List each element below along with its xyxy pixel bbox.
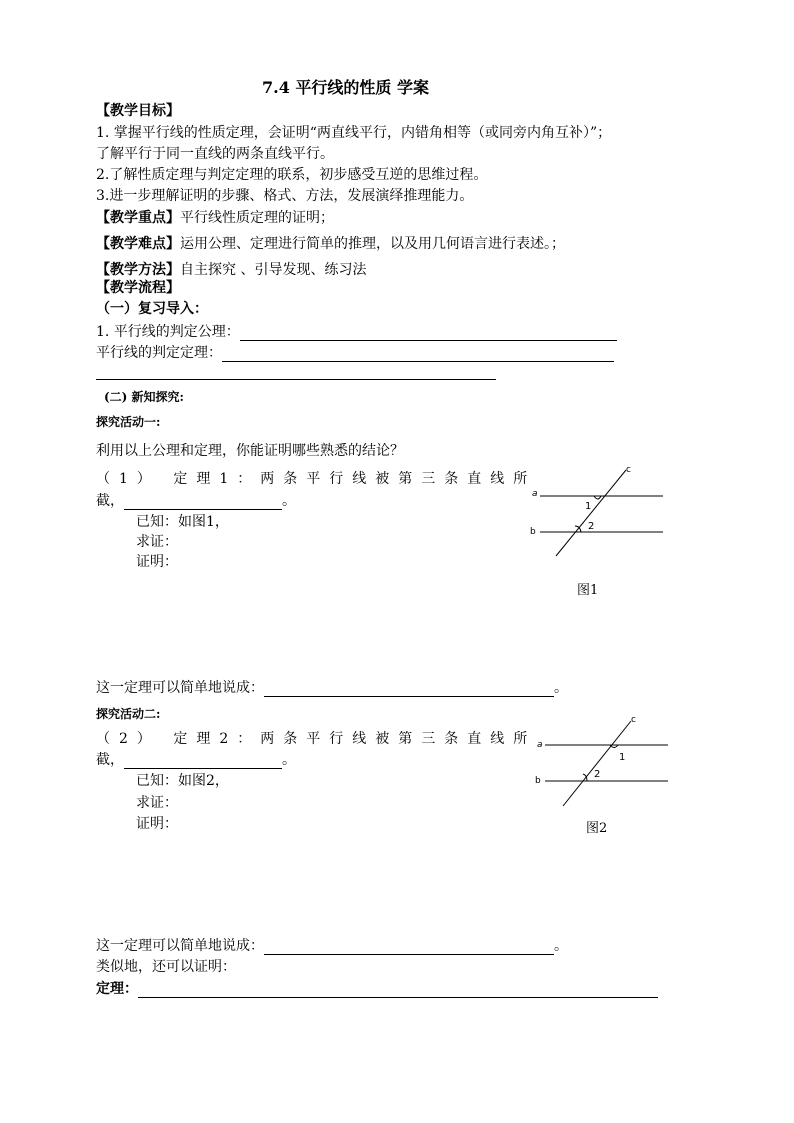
objectives-heading: 【教学目标】 [96, 103, 180, 119]
figure-1-caption: 图1 [577, 583, 599, 598]
theorem-row-final [96, 980, 658, 998]
axiom-prompt: 1. 平行线的判定公理： [96, 324, 240, 340]
theorem-2-proof: 证明： [136, 816, 178, 832]
theorem-blank-continued[interactable] [96, 379, 496, 380]
key-point [96, 209, 334, 227]
objective-2: 2.了解性质定理与判定定理的联系，初步感受互逆的思维过程。 [96, 167, 488, 183]
summary-1-row [96, 679, 568, 697]
theorem-2-end: 。 [282, 752, 296, 768]
theorem-1-prefix: 截， [96, 493, 124, 509]
fig1-label-a: a [532, 489, 538, 499]
summary-1-blank[interactable] [264, 682, 554, 697]
line-c [563, 721, 631, 806]
summary-2-blank[interactable] [264, 940, 554, 955]
objective-1-line-2: 了解平行于同一直线的两条直线平行。 [96, 146, 334, 162]
fig2-angle-2: 2 [594, 769, 601, 780]
fig2-label-c: c [631, 715, 636, 725]
similar-text: 类似地，还可以证明： [96, 959, 236, 975]
theorem-prompt: 平行线的判定定理： [96, 345, 222, 361]
figure-1 [520, 462, 680, 572]
flow-heading: 【教学流程】 [96, 280, 180, 296]
theorem-2-blank[interactable] [124, 754, 282, 769]
theorem-1-known: 已知：如图1， [136, 514, 229, 530]
method-label: 【教学方法】 [96, 262, 180, 278]
page-title: 7.4 平行线的性质 学案 [262, 78, 429, 97]
objective-1-line-1: 1. 掌握平行线的性质定理，会证明“两直线平行，内错角相等（或同旁内角互补）”； [96, 125, 612, 141]
theorem-final-blank[interactable] [138, 983, 658, 998]
activity-2-label: 探究活动二: [96, 707, 161, 721]
fig2-label-a: a [537, 740, 543, 750]
figure-2-caption: 图2 [586, 821, 608, 836]
explore-heading: (二) 新知探究: [104, 390, 184, 404]
fig1-angle-1: 1 [585, 501, 592, 512]
method [96, 261, 366, 279]
summary-2-row [96, 937, 568, 955]
theorem-row [96, 344, 614, 362]
theorem-1-prove: 求证： [136, 534, 178, 550]
theorem-1-line-2 [96, 492, 296, 510]
theorem-2-known: 已知：如图2， [136, 773, 229, 789]
summary-2-prompt: 这一定理可以简单地说成： [96, 938, 264, 954]
theorem-label: 定理： [96, 981, 138, 997]
fig2-angle-1: 1 [619, 752, 626, 763]
axiom-row [96, 323, 617, 341]
review-heading: （一）复习导入： [96, 301, 208, 317]
axiom-blank[interactable] [240, 326, 617, 341]
difficulty-label: 【教学难点】 [96, 236, 180, 252]
theorem-1-end: 。 [282, 493, 296, 509]
key-point-text: 平行线性质定理的证明； [180, 210, 334, 226]
difficulty-text: 运用公理、定理进行简单的推理，以及用几何语言进行表述。； [180, 236, 565, 252]
key-point-label: 【教学重点】 [96, 210, 180, 226]
difficulty [96, 235, 565, 253]
figure-2 [525, 712, 685, 812]
line-c [556, 470, 626, 556]
theorem-1-blank[interactable] [124, 495, 282, 510]
activity-1-label: 探究活动一: [96, 415, 161, 429]
question: 利用以上公理和定理，你能证明哪些熟悉的结论？ [96, 443, 404, 459]
fig1-label-c: c [626, 465, 631, 475]
summary-2-end: 。 [554, 938, 568, 954]
theorem-2-prove: 求证： [136, 795, 178, 811]
summary-1-prompt: 这一定理可以简单地说成： [96, 680, 264, 696]
fig2-label-b: b [535, 776, 541, 786]
theorem-1-proof: 证明： [136, 554, 178, 570]
theorem-1-line-1: （1） 定理1：两条平行线被第三条直线所 [96, 471, 537, 487]
fig1-angle-2: 2 [588, 521, 595, 532]
method-text: 自主探究 、引导发现、练习法 [180, 262, 367, 278]
theorem-2-prefix: 截， [96, 752, 124, 768]
fig1-label-b: b [530, 527, 536, 537]
theorem-2-line-1: （2） 定理2：两条平行线被第三条直线所 [96, 731, 537, 747]
summary-1-end: 。 [554, 680, 568, 696]
theorem-2-line-2 [96, 751, 296, 769]
objective-3: 3.进一步理解证明的步骤、格式、方法，发展演绎推理能力。 [96, 188, 474, 204]
theorem-blank[interactable] [222, 347, 614, 362]
